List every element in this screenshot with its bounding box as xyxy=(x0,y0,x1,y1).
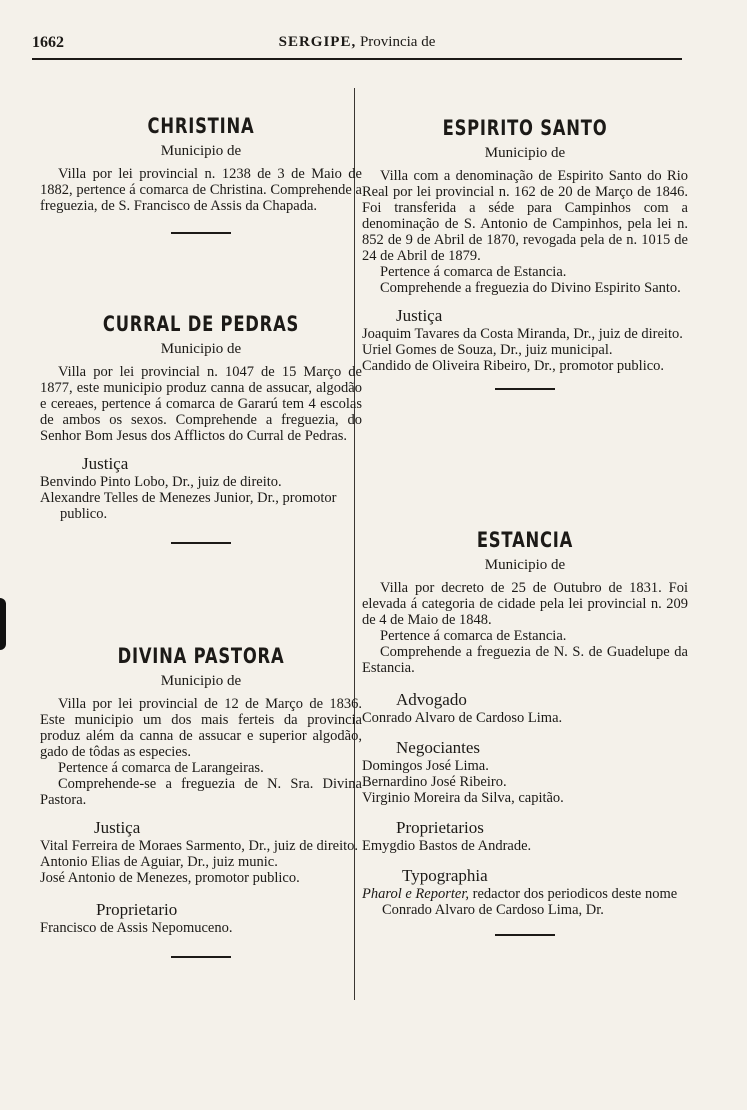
negociante-entry: Domingos José Lima. xyxy=(362,758,489,774)
running-title-subtitle: Provincia de xyxy=(359,34,436,50)
justica-entry: Alexandre Telles de Menezes Junior, Dr., promotor publico. xyxy=(40,490,337,522)
section-espirito-santo xyxy=(362,116,688,390)
section-divider xyxy=(495,934,555,936)
page-header xyxy=(32,34,682,56)
justica-entry: Vital Ferreira de Moraes Sarmento, Dr., juiz de direito. xyxy=(40,838,359,854)
section-text: Villa por lei provincial n. 1047 de 15 Março de 1877, este municipio produz canna de assucar, algodão e cereaes, pertence á comarca de Gararú tem 4 escolas de ambos os sexos. Comprehende a freguezia, do Senhor Bom Jesus dos Afflictos do Curral de Pedras. xyxy=(40,364,362,444)
proprietario-heading: Proprietario xyxy=(96,900,178,919)
section-title: CURRAL DE PEDRAS xyxy=(102,312,300,336)
negociante-entry: Bernardino José Ribeiro. xyxy=(362,774,507,790)
proprietarios-entry: Emygdio Bastos de Andrade. xyxy=(362,838,532,854)
section-divider xyxy=(171,542,231,544)
negociante-entry: Virginio Moreira da Silva, capitão. xyxy=(362,790,564,806)
section-estancia xyxy=(362,528,688,936)
typographia-text: redactor dos periodicos deste nome Conrado Alvaro de Cardoso Lima, Dr. xyxy=(382,886,678,918)
typographia-periodicals: Pharol e Reporter, xyxy=(362,886,469,902)
section-freguezia: Comprehende-se a freguezia de N. Sra. Divina Pastora. xyxy=(40,776,362,808)
section-freguezia: Comprehende a freguezia de N. S. de Guadelupe da Estancia. xyxy=(362,644,688,676)
running-title-state: SERGIPE, xyxy=(278,34,357,50)
section-curral-de-pedras xyxy=(40,312,362,544)
justica-heading: Justiça xyxy=(396,306,443,325)
header-rule xyxy=(32,58,682,60)
justica-entry: Benvindo Pinto Lobo, Dr., juiz de direito. xyxy=(40,474,282,490)
justica-entry: Joaquim Tavares da Costa Miranda, Dr., juiz de direito. xyxy=(362,326,683,342)
advogado-entry: Conrado Alvaro de Cardoso Lima. xyxy=(362,710,563,726)
section-divina-pastora xyxy=(40,644,362,958)
section-subtitle: Municipio de xyxy=(160,673,242,689)
section-subtitle: Municipio de xyxy=(160,341,242,357)
section-divider xyxy=(495,388,555,390)
justica-entry: Antonio Elias de Aguiar, Dr., juiz munic. xyxy=(40,854,278,870)
justica-entry: Uriel Gomes de Souza, Dr., juiz municipal. xyxy=(362,342,613,358)
section-divider xyxy=(171,232,231,234)
running-title xyxy=(32,34,682,51)
section-divider xyxy=(171,956,231,958)
section-christina xyxy=(40,114,362,234)
section-title: ESTANCIA xyxy=(476,528,574,552)
section-title: DIVINA PASTORA xyxy=(117,644,285,668)
page-number: 1662 xyxy=(32,34,64,51)
typographia-heading: Typographia xyxy=(402,866,488,885)
section-comarca: Pertence á comarca de Estancia. xyxy=(380,628,567,644)
section-freguezia: Comprehende a freguezia do Divino Espirito Santo. xyxy=(380,280,681,296)
section-comarca: Pertence á comarca de Larangeiras. xyxy=(58,760,264,776)
section-subtitle: Municipio de xyxy=(160,143,242,159)
justica-heading: Justiça xyxy=(82,454,129,473)
section-text: Villa por lei provincial n. 1238 de 3 de Maio de 1882, pertence á comarca de Christina. Comprehende a freguezia, de S. Francisco de Assis da Chapada. xyxy=(40,166,362,214)
justica-entry: Candido de Oliveira Ribeiro, Dr., promotor publico. xyxy=(362,358,665,374)
justica-heading: Justiça xyxy=(94,818,141,837)
section-comarca: Pertence á comarca de Estancia. xyxy=(380,264,567,280)
typographia-entry xyxy=(362,886,688,918)
ink-blot xyxy=(0,598,6,650)
section-subtitle: Municipio de xyxy=(484,557,566,573)
proprietarios-heading: Proprietarios xyxy=(396,818,484,837)
section-text: Villa com a denominação de Espirito Santo do Rio Real por lei provincial n. 162 de 20 de Março de 1846. Foi transferida a séde para Campinhos com a denominação de S. Antonio de Campinhos, pela lei n. 852 de 9 de Abril de 1870, revogada pela de n. 1015 de 24 de Abril de 1879. xyxy=(362,168,688,264)
section-subtitle: Municipio de xyxy=(484,145,566,161)
section-title: ESPIRITO SANTO xyxy=(442,116,608,140)
advogado-heading: Advogado xyxy=(396,690,467,709)
proprietario-entry: Francisco de Assis Nepomuceno. xyxy=(40,920,233,936)
negociantes-heading: Negociantes xyxy=(396,738,481,757)
justica-entry: José Antonio de Menezes, promotor publico. xyxy=(40,870,300,886)
section-text: Villa por lei provincial de 12 de Março de 1836. Este municipio um dos mais ferteis da provincia produz além da canna de assucar e superior algodão, gado de tôdas as especies. xyxy=(40,696,362,760)
section-title: CHRISTINA xyxy=(147,114,255,138)
section-text: Villa por decreto de 25 de Outubro de 1831. Foi elevada á categoria de cidade pela lei provincial n. 209 de 4 de Maio de 1848. xyxy=(362,580,688,628)
